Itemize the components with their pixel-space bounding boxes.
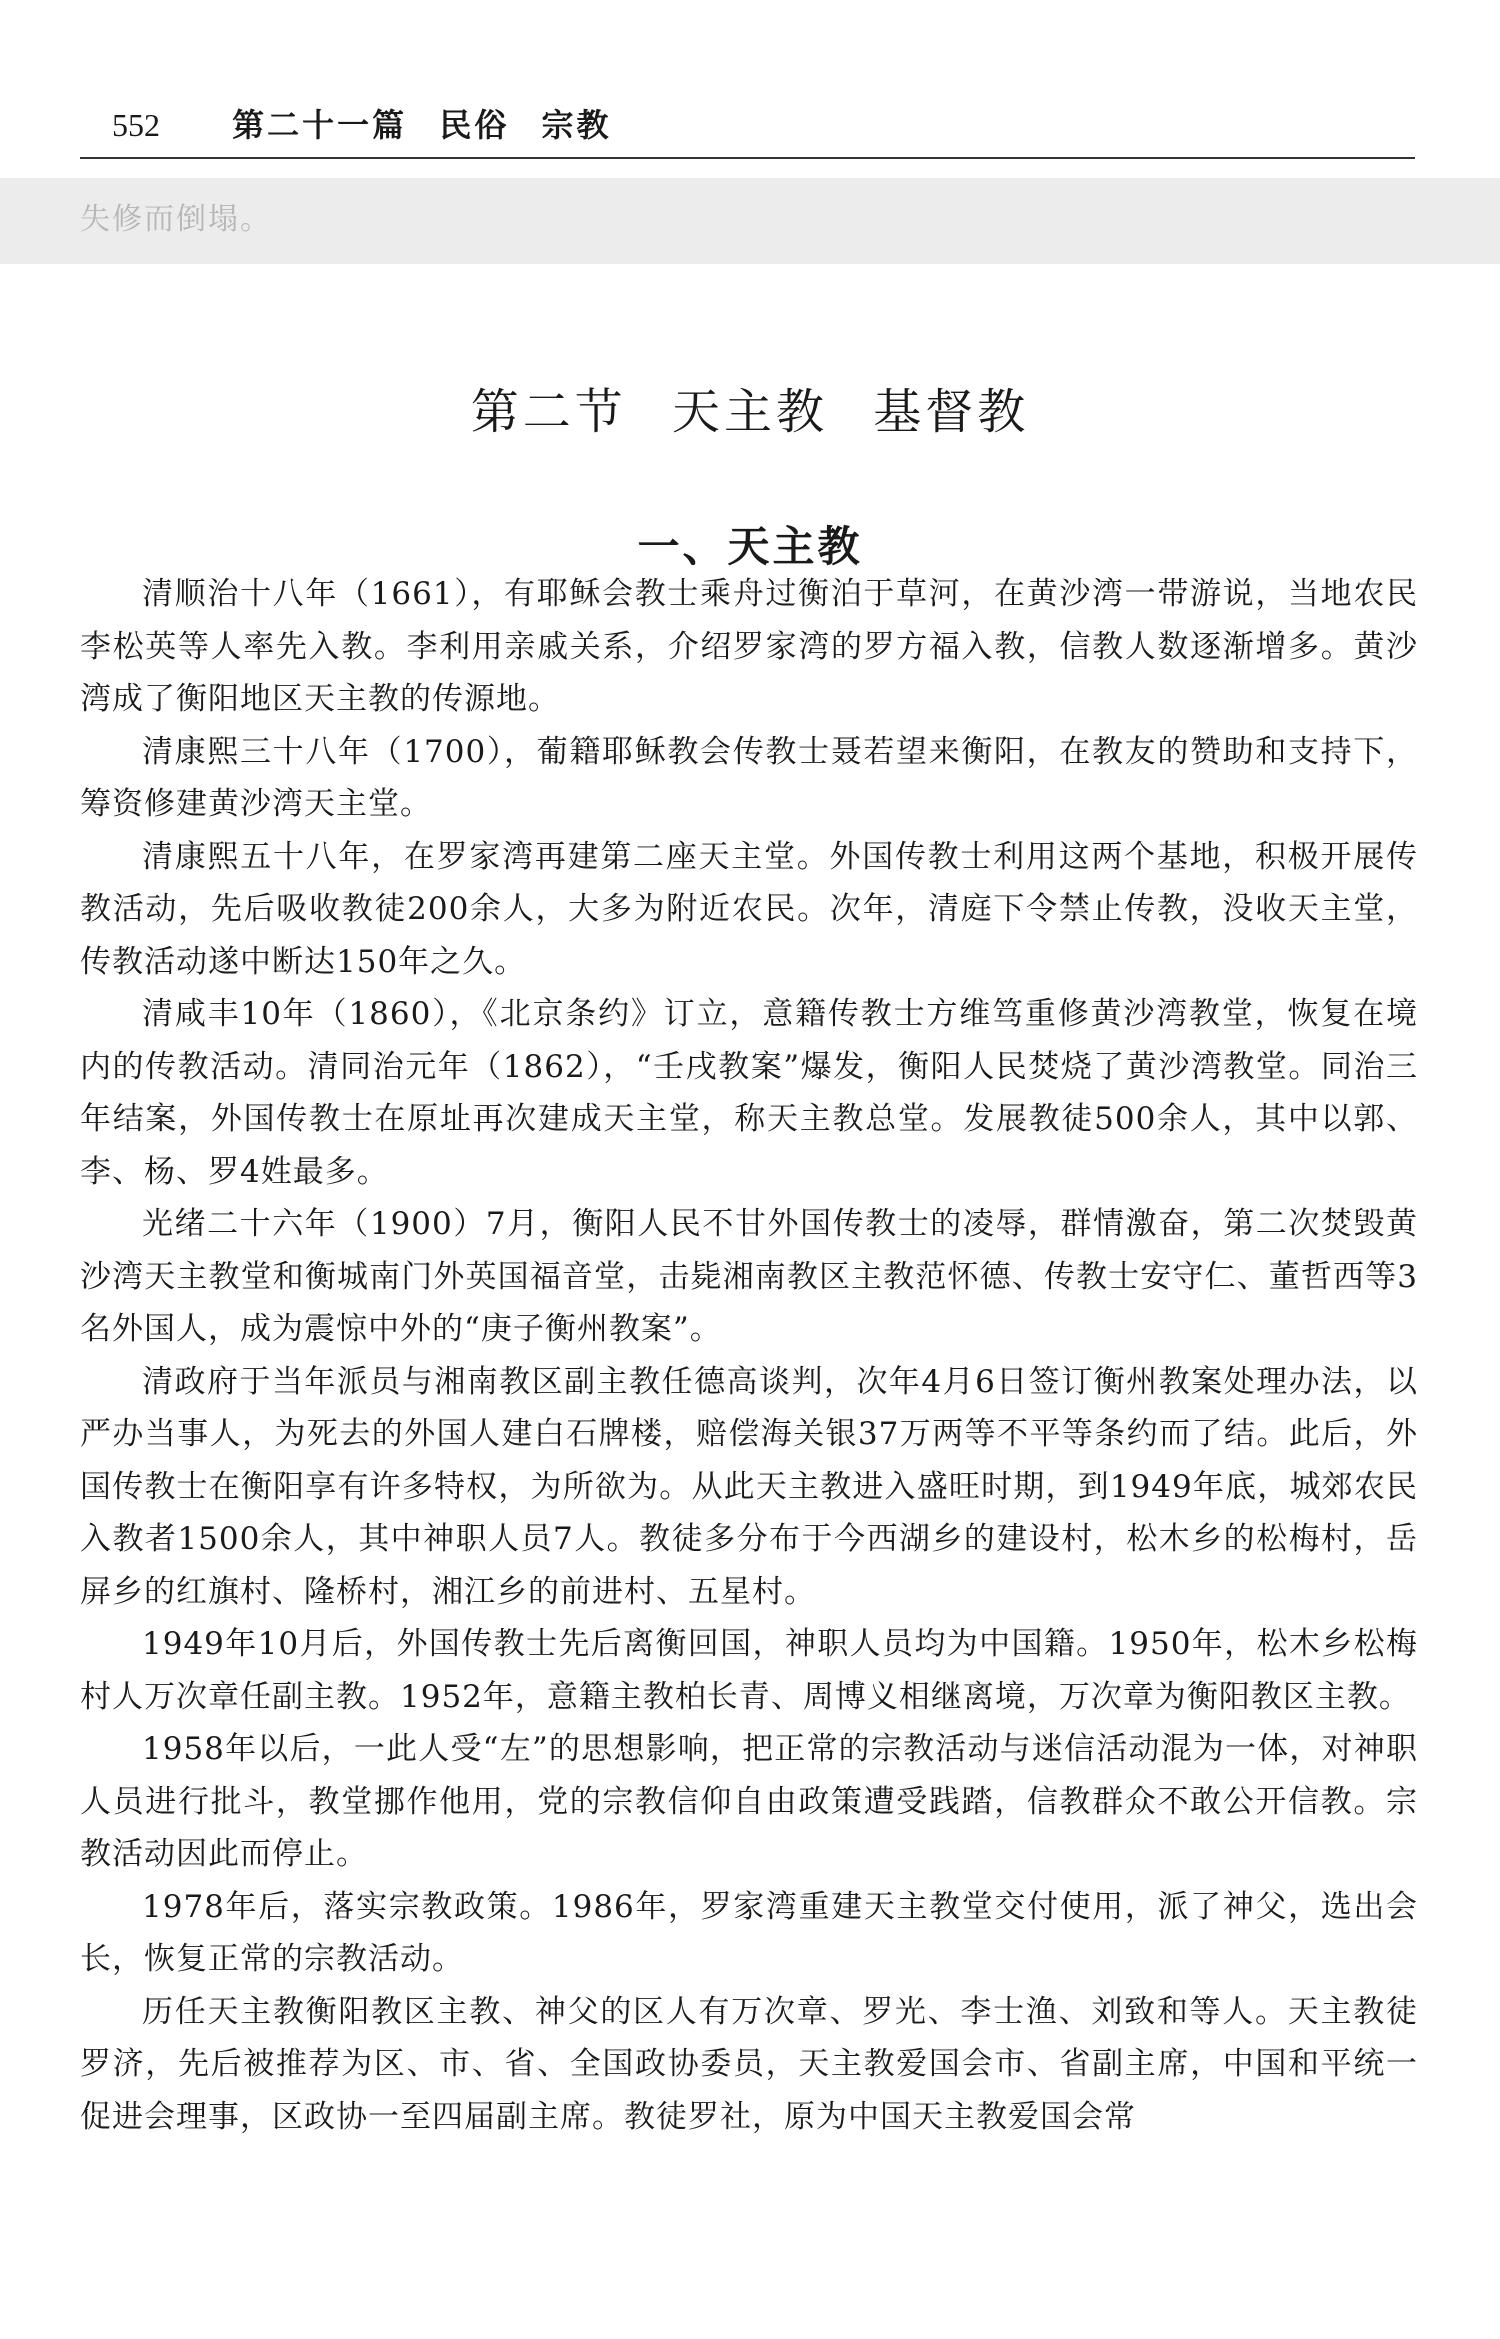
carryover-text: 失修而倒塌。 bbox=[80, 202, 272, 237]
paragraph-5: 光绪二十六年（1900）7月，衡阳人民不甘外国传教士的凌辱，群情激奋，第二次焚毁黄沙湾天主教堂和衡城南门外英国福音堂，击毙湘南教区主教范怀德、传教士安守仁、董哲西等3名外国人，成为震惊中外的“庚子衡州教案”。 bbox=[80, 1206, 1418, 1347]
paragraph-9: 1978年后，落实宗教政策。1986年，罗家湾重建天主教堂交付使用，派了神父，选出会长，恢复正常的宗教活动。 bbox=[80, 1888, 1418, 1977]
header-rule bbox=[80, 157, 1415, 159]
paragraph-2: 清康熙三十八年（1700），葡籍耶稣教会传教士聂若望来衡阳，在教友的赞助和支持下，筹资修建黄沙湾天主堂。 bbox=[80, 733, 1418, 822]
paragraph-1: 清顺治十八年（1661），有耶稣会教士乘舟过衡泊于草河，在黄沙湾一带游说，当地农民李松英等人率先入教。李利用亲戚关系，介绍罗家湾的罗方福入教，信教人数逐渐增多。黄沙湾成了衡阳地区天主教的传源地。 bbox=[80, 576, 1418, 717]
paragraph-10: 历任天主教衡阳教区主教、神父的区人有万次章、罗光、李士渔、刘致和等人。天主教徒罗济，先后被推荐为区、市、省、全国政协委员，天主教爱国会市、省副主席，中国和平统一促进会理事，区政协一至四届副主席。教徒罗社，原为中国天主教爱国会常 bbox=[80, 1993, 1418, 2135]
page-number: 552 bbox=[112, 107, 160, 143]
paragraph-6: 清政府于当年派员与湘南教区副主教任德高谈判，次年4月6日签订衡州教案处理办法，以严办当事人，为死去的外国人建白石牌楼，赔偿海关银37万两等不平等条约而了结。此后，外国传教士在衡阳享有许多特权，为所欲为。从此天主教进入盛旺时期，到1949年底，城郊农民入教者1500余人，其中神职人员7人。教徒多分布于今西湖乡的建设村，松木乡的松梅村，岳屏乡的红旗村、隆桥村，湘江乡的前进村、五星村。 bbox=[80, 1363, 1418, 1610]
paragraph-3: 清康熙五十八年，在罗家湾再建第二座天主堂。外国传教士利用这两个基地，积极开展传教活动，先后吸收教徒200余人，大多为附近农民。次年，清庭下令禁止传教，没收天主堂，传教活动遂中断达150年之久。 bbox=[80, 838, 1418, 980]
body-text bbox=[80, 568, 1418, 2143]
paragraph-7: 1949年10月后，外国传教士先后离衡回国，神职人员均为中国籍。1950年，松木乡松梅村人万次章任副主教。1952年，意籍主教柏长青、周博义相继离境，万次章为衡阳教区主教。 bbox=[80, 1626, 1418, 1715]
running-title: 第二十一篇 民俗 宗教 bbox=[232, 106, 612, 144]
paragraph-4: 清咸丰10年（1860），《北京条约》订立，意籍传教士方维笃重修黄沙湾教堂，恢复在境内的传教活动。清同治元年（1862），“壬戌教案”爆发，衡阳人民焚烧了黄沙湾教堂。同治三年结案，外国传教士在原址再次建成天主堂，称天主教总堂。发展教徒500余人，其中以郭、李、杨、罗4姓最多。 bbox=[80, 996, 1418, 1190]
running-header bbox=[112, 100, 1412, 150]
paragraph-8: 1958年以后，一此人受“左”的思想影响，把正常的宗教活动与迷信活动混为一体，对神职人员进行批斗，教堂挪作他用，党的宗教信仰自由政策遭受践踏，信教群众不敢公开信教。宗教活动因此而停止。 bbox=[80, 1731, 1418, 1872]
subsection-title: 一、天主教 bbox=[637, 521, 863, 571]
section-title: 第二节 天主教 基督教 bbox=[470, 384, 1030, 441]
